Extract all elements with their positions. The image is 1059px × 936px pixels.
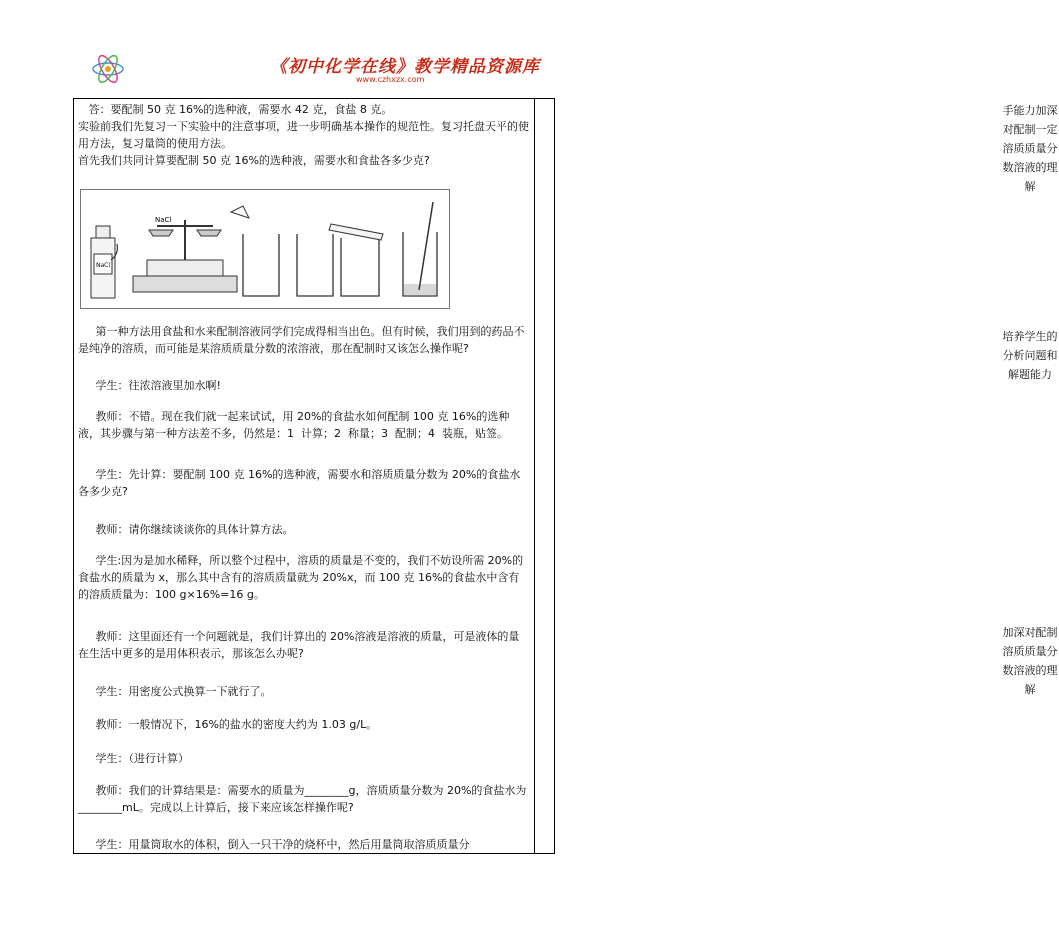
method-paragraph: 第一种方法用食盐和水来配制溶液同学们完成得相当出色。但有时候，我们用到的药品不是纯净的溶质，而可能是某溶质质量分数的浓溶液，那在配制时又该怎么操作呢?	[78, 325, 525, 355]
student-paragraph-2: 学生：先计算：要配制 100 克 16%的选种液，需要水和溶质质量分数为 20%的食盐水各多少克?	[78, 468, 521, 498]
banner-url: www.czhxzx.com	[356, 75, 425, 84]
student-paragraph-5: 学生：（进行计算）	[78, 752, 189, 765]
side-note-1: 手能力加深对配制一定溶质质量分数溶液的理解	[1002, 104, 1058, 193]
student-paragraph-6: 学生：用量筒取水的体积，倒入一只干净的烧杯中，然后用量筒取溶质质量分	[78, 838, 470, 851]
beaker-2	[297, 234, 333, 296]
answer-paragraph: 答：要配制 50 克 16%的选种液，需要水 42 克，食盐 8 克。	[78, 103, 393, 116]
nacl-label: NaCl	[155, 216, 172, 224]
weighing-paper	[231, 206, 249, 218]
beaker-4-with-rod	[403, 202, 437, 296]
banner-title: 《初中化学在线》教学精品资源库	[270, 57, 540, 77]
calc-question-paragraph: 首先我们共同计算要配制 50 克 16%的选种液，需要水和食盐各多少克?	[78, 154, 430, 167]
lesson-content-column	[74, 99, 534, 853]
header-banner	[60, 50, 600, 90]
lesson-table	[73, 98, 1058, 854]
balance	[133, 216, 237, 292]
teacher-paragraph-4: 教师：一般情况下，16%的盐水的密度大约为 1.03 g/L。	[78, 718, 378, 731]
teacher-paragraph-1: 教师：不错。现在我们就一起来试试，用 20%的食盐水如何配制 100 克 16%的选种液，其步骤与第一种方法差不多，仍然是：1 计算；2 称量；3 配制；4 装瓶，贴签。	[78, 410, 510, 440]
student-paragraph-1: 学生：往浓溶液里加水啊!	[78, 379, 221, 392]
side-note-2: 培养学生的分析问题和解题能力	[1002, 330, 1058, 381]
side-note-3: 加深对配制溶质质量分数溶液的理解	[1002, 626, 1058, 696]
reagent-bottle	[91, 226, 115, 298]
student-paragraph-3: 学生:因为是加水稀释，所以整个过程中，溶质的质量是不变的，我们不妨设所需 20%的食盐水的质量为 x，那么其中含有的溶质质量就为 20%x，而 100 克 16%的食盐水中含有的溶质质量为：100 g×16%=16 g。	[78, 554, 524, 601]
atom-logo-icon	[90, 50, 126, 88]
teacher-paragraph-2: 教师：请你继续谈谈你的具体计算方法。	[78, 523, 294, 536]
teacher-paragraph-5: 教师：我们的计算结果是：需要水的质量为________g，溶质质量分数为 20%的食盐水为________mL。完成以上计算后，接下来应该怎样操作呢?	[78, 784, 527, 814]
side-notes-column	[535, 99, 1058, 853]
teacher-paragraph-3: 教师：这里面还有一个问题就是，我们计算出的 20%溶液是溶液的质量，可是液体的量在生活中更多的是用体积表示，那该怎么办呢?	[78, 630, 520, 660]
beaker-3-with-cylinder	[329, 224, 383, 296]
solution-preparation-figure	[80, 189, 450, 309]
student-paragraph-4: 学生：用密度公式换算一下就行了。	[78, 685, 272, 698]
review-paragraph: 实验前我们先复习一下实验中的注意事项，进一步明确基本操作的规范性。复习托盘天平的使用方法，复习量筒的使用方法。	[78, 120, 529, 150]
beaker-1	[243, 234, 279, 296]
bottle-label: NaCl	[95, 262, 111, 269]
